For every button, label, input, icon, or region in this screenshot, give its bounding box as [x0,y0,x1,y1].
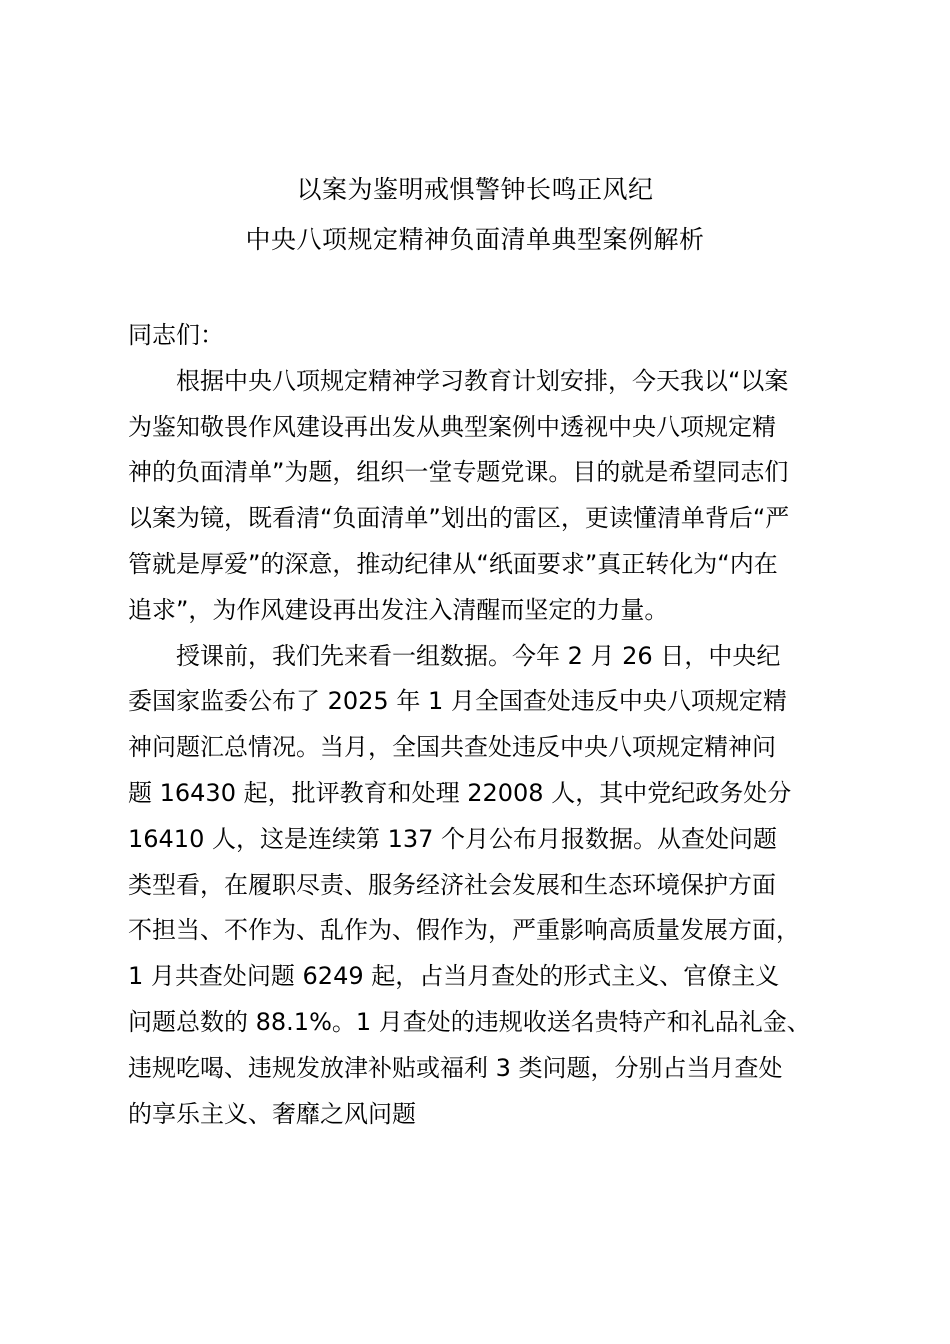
paragraph-2-line: 类型看，在履职尽责、服务经济社会发展和生态环境保护方面 [128,870,776,899]
paragraph-1-line: 为鉴知敬畏作风建设再出发从典型案例中透视中央八项规定精 [128,412,776,441]
paragraph-1-line: 追求”，为作风建设再出发注入清醒而坚定的力量。 [128,595,669,624]
paragraph-1-line: 管就是厚爱”的深意，推动纪律从“纸面要求”真正转化为“内在 [128,549,778,578]
paragraph-2-line: 16410 人，这是连续第 137 个月公布月报数据。从查处问题 [128,824,778,853]
document-body [128,313,838,1137]
paragraph-1-line: 根据中央八项规定精神学习教育计划安排，今天我以“以案 [176,366,789,395]
paragraph-2-line: 1 月共查处问题 6249 起，占当月查处的形式主义、官僚主义 [128,962,780,991]
paragraph-2-line: 不担当、不作为、乱作为、假作为，严重影响高质量发展方面， [128,916,800,945]
paragraph-2-line: 授课前，我们先来看一组数据。今年 2 月 26 日，中央纪 [176,641,781,670]
paragraph-2-line: 问题总数的 88.1%。1 月查处的违规收送名贵特产和礼品礼金、 [128,1007,811,1036]
document-title-line-1: 以案为鉴明戒惧警钟长鸣正风纪 [296,175,654,204]
salutation: 同志们： [128,321,224,349]
paragraph-1-line: 以案为镜，既看清“负面清单”划出的雷区，更读懂清单背后“严 [128,504,790,533]
paragraph-2-line: 的享乐主义、奢靡之风问题 [128,1099,416,1128]
document-title-line-2: 中央八项规定精神负面清单典型案例解析 [245,225,705,254]
paragraph-2-line: 题 16430 起，批评教育和处理 22008 人，其中党纪政务处分 [128,778,792,807]
paragraph-1-line: 神的负面清单”为题，组织一堂专题党课。目的就是希望同志们 [128,458,789,487]
paragraph-2-line: 神问题汇总情况。当月，全国共查处违反中央八项规定精神问 [128,733,776,762]
paragraph-2-line: 委国家监委公布了 2025 年 1 月全国查处违反中央八项规定精 [128,687,787,716]
paragraph-2-line: 违规吃喝、违规发放津补贴或福利 3 类问题，分别占当月查处 [128,1053,783,1082]
